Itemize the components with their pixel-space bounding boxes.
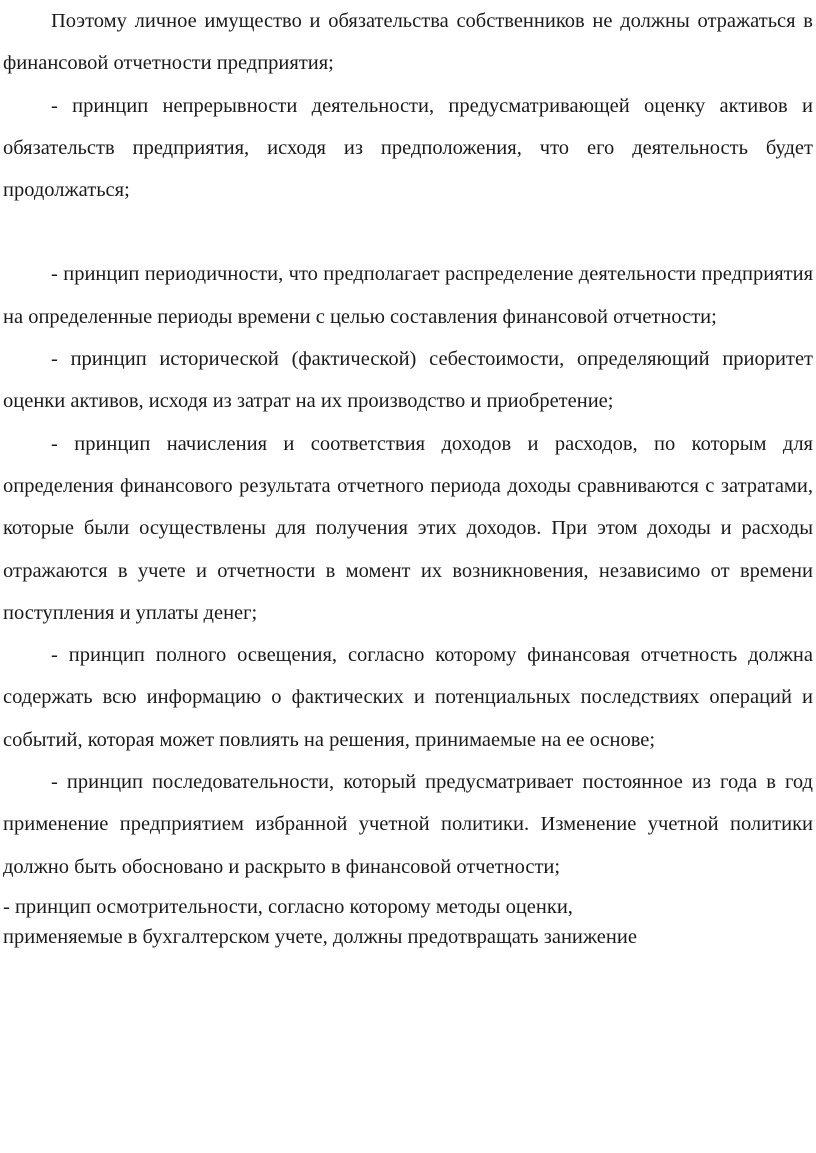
paragraph-accrual-matching: - принцип начисления и соответствия доходов и расходов, по которым для определения финансового результата отчетного периода доходы сравниваются с затратами, которые были осуществлены для получения этих доходов. При этом доходы и расходы отражаются в учете и отчетности в момент их возникновения, независимо от времени поступления и уплаты денег; bbox=[3, 432, 813, 624]
paragraph-prudence-line-1: - принцип осмотрительности, согласно которому методы оценки, bbox=[3, 895, 573, 918]
paragraph-going-concern: - принцип непрерывности деятельности, предусматривающей оценку активов и обязательств предприятия, исходя из предположения, что его деятельность будет продолжаться; bbox=[3, 94, 813, 202]
paragraph-prudence-line-2: применяемые в бухгалтерском учете, должны предотвращать занижение bbox=[3, 925, 637, 948]
paragraph-consistency: - принцип последовательности, который предусматривает постоянное из года в год применение предприятием избранной учетной политики. Изменение учетной политики должно быть обосновано и раскрыто в финансовой отчетности; bbox=[3, 771, 813, 878]
paragraph-full-disclosure: - принцип полного освещения, согласно которому финансовая отчетность должна содержать всю информацию о фактических и потенциальных последствиях операций и событий, которая может повлиять на решения, принимаемые на ее основе; bbox=[3, 644, 813, 751]
paragraph-historical-cost: - принцип исторической (фактической) себестоимости, определяющий приоритет оценки активов, исходя из затрат на их производство и приобретение; bbox=[3, 348, 813, 413]
paragraph-periodicity: - принцип периодичности, что предполагает распределение деятельности предприятия на определенные периоды времени с целью составления финансовой отчетности; bbox=[3, 263, 813, 328]
blank-line bbox=[0, 211, 816, 253]
paragraph-owner-property: Поэтому личное имущество и обязательства собственников не должны отражаться в финансовой отчетности предприятия; bbox=[3, 10, 813, 75]
